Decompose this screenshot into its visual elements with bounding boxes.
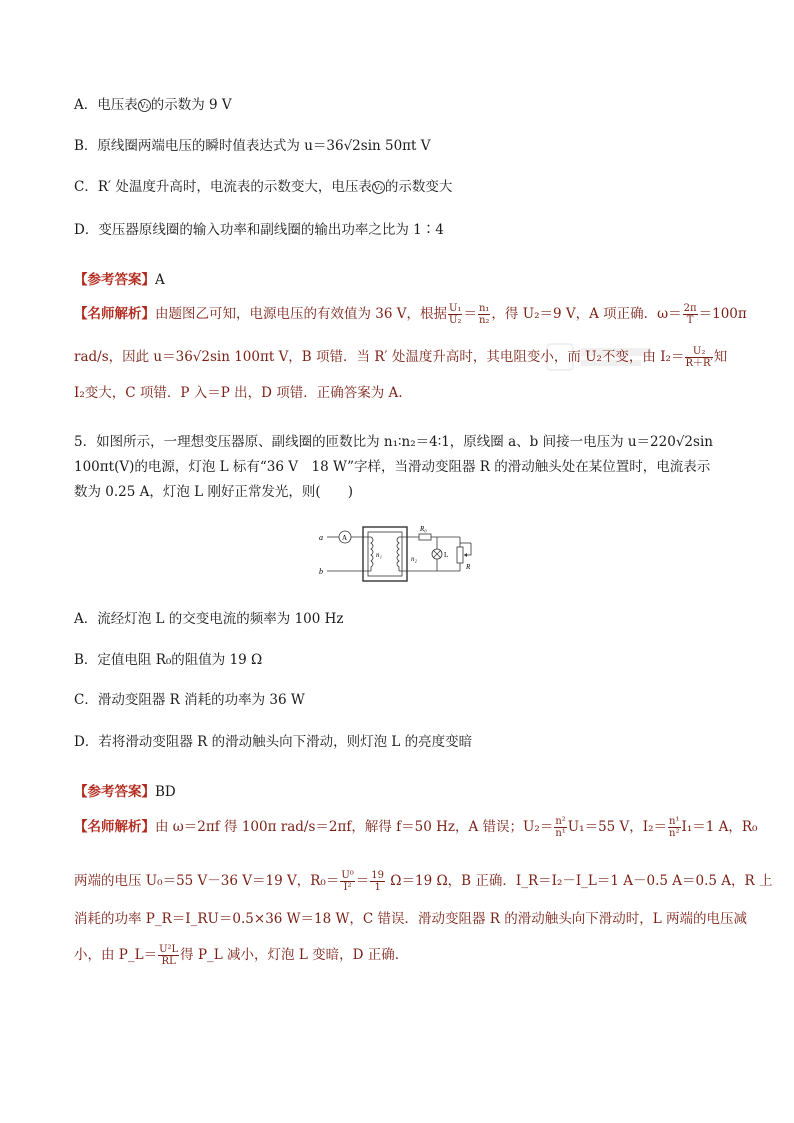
n2-label: n₂ bbox=[411, 555, 417, 563]
ammeter-label: A bbox=[342, 534, 348, 542]
transformer-circuit-diagram bbox=[315, 523, 475, 585]
resistor-r0 bbox=[419, 534, 431, 540]
q5-analysis-line-1: 【名师解析】由 ω＝2πf 得 100π rad/s＝2πf，解得 f＝50 Hz，A 错误；U₂＝ $\frac{\text{n²}}{\text{n¹}}$ U₁＝55 V，I₂＝ $\frac{\text{n¹}}{\text{n²}}$ I₁＝1 A，R₀ bbox=[74, 816, 758, 839]
lamp-label: L bbox=[444, 551, 449, 559]
q5-analysis-line-4: 小，由 P_L＝ $\frac{\text{U²L}}{RL}$ 得 P_L 减小，灯泡 L 变暗，D 正确． bbox=[74, 944, 409, 967]
q5-option-b: B．定值电阻 R₀的阻值为 19 Ω bbox=[74, 652, 263, 668]
q4-analysis-line-1: 【名师解析】由题图乙可知，电源电压的有效值为 36 V，根据 $\frac{\text{U₁}}{\text{U₂}}$ ＝ $\frac{\text{n₁}}{\text{n₂}}$ ，得 U₂＝9 V，A 项正确．ω＝ $\frac{2\pi}{T}$ ＝100π bbox=[74, 303, 747, 326]
r-label: R bbox=[466, 563, 471, 571]
q5-answer: 【参考答案】BD bbox=[74, 784, 176, 800]
q5-option-c: C．滑动变阻器 R 消耗的功率为 36 W bbox=[74, 692, 305, 708]
q5-option-d: D．若将滑动变阻器 R 的滑动触头向下滑动，则灯泡 L 的亮度变暗 bbox=[74, 734, 473, 750]
voltmeter-v2-icon: V₂ bbox=[138, 99, 151, 112]
q4-option-d: D．变压器原线圈的输入功率和副线圈的输出功率之比为 1∶4 bbox=[74, 222, 444, 238]
q4-analysis-line-2: rad/s，因此 u＝36√2sin 100πt V，B 项错．当 R′ 处温度升高时，其电阻变小，而 U₂不变，由 I₂＝ $\frac{\text{U₂}}{R+R'}$ 知 bbox=[74, 346, 728, 369]
q5-option-a: A．流经灯泡 L 的交变电流的频率为 100 Hz bbox=[74, 611, 344, 627]
q4-option-a: A．电压表 V₂ 的示数为 9 V bbox=[74, 97, 232, 113]
transformer-core bbox=[363, 527, 407, 581]
rheostat-r bbox=[457, 547, 463, 563]
q5-analysis-line-3: 消耗的功率 P_R＝I_RU＝0.5×36 W＝18 W，C 错误．滑动变阻器 R 的滑动触头向下滑动时，L 两端的电压减 bbox=[74, 911, 748, 927]
primary-coil bbox=[371, 537, 373, 571]
terminal-b-label: b bbox=[319, 567, 323, 576]
q4-answer: 【参考答案】A bbox=[74, 272, 165, 288]
voltmeter-v2-icon: V₂ bbox=[372, 181, 385, 194]
secondary-coil bbox=[397, 537, 399, 571]
q4-analysis-line-3: I₂变大，C 项错．P 入＝P 出，D 项错．正确答案为 A. bbox=[74, 385, 403, 401]
q5-stem: 5．如图所示，一理想变压器原、副线圈的匝数比为 n₁∶n₂＝4∶1，原线圈 a、b 间接一电压为 u＝220√2sin 100πt(V)的电源，灯泡 L 标有“36 V 18 W”字样，当滑动变阻器 R 的滑动触头处在某位置时，电流表示 数为 0.25 A，灯泡 L 刚好正常发光，则( ) bbox=[74, 434, 713, 500]
q4-option-b: B．原线圈两端电压的瞬时值表达式为 u＝36√2sin 50πt V bbox=[74, 138, 431, 154]
terminal-a-label: a bbox=[319, 533, 323, 542]
q4-option-c: C．R′ 处温度升高时，电流表的示数变大，电压表 V₂ 的示数变大 bbox=[74, 179, 453, 195]
n1-label: n₁ bbox=[376, 551, 382, 559]
q5-analysis-line-2: 两端的电压 U₀＝55 V－36 V＝19 V，R₀＝ $\frac{\text{U⁰}}{\text{I²}}$ ＝ $\frac{19}{1}$ Ω＝19 Ω，B 正确．I_R＝I₂－I_L＝1 A－0.5 A＝0.5 A，R 上 bbox=[74, 870, 773, 893]
r0-label: R₀ bbox=[420, 525, 427, 533]
